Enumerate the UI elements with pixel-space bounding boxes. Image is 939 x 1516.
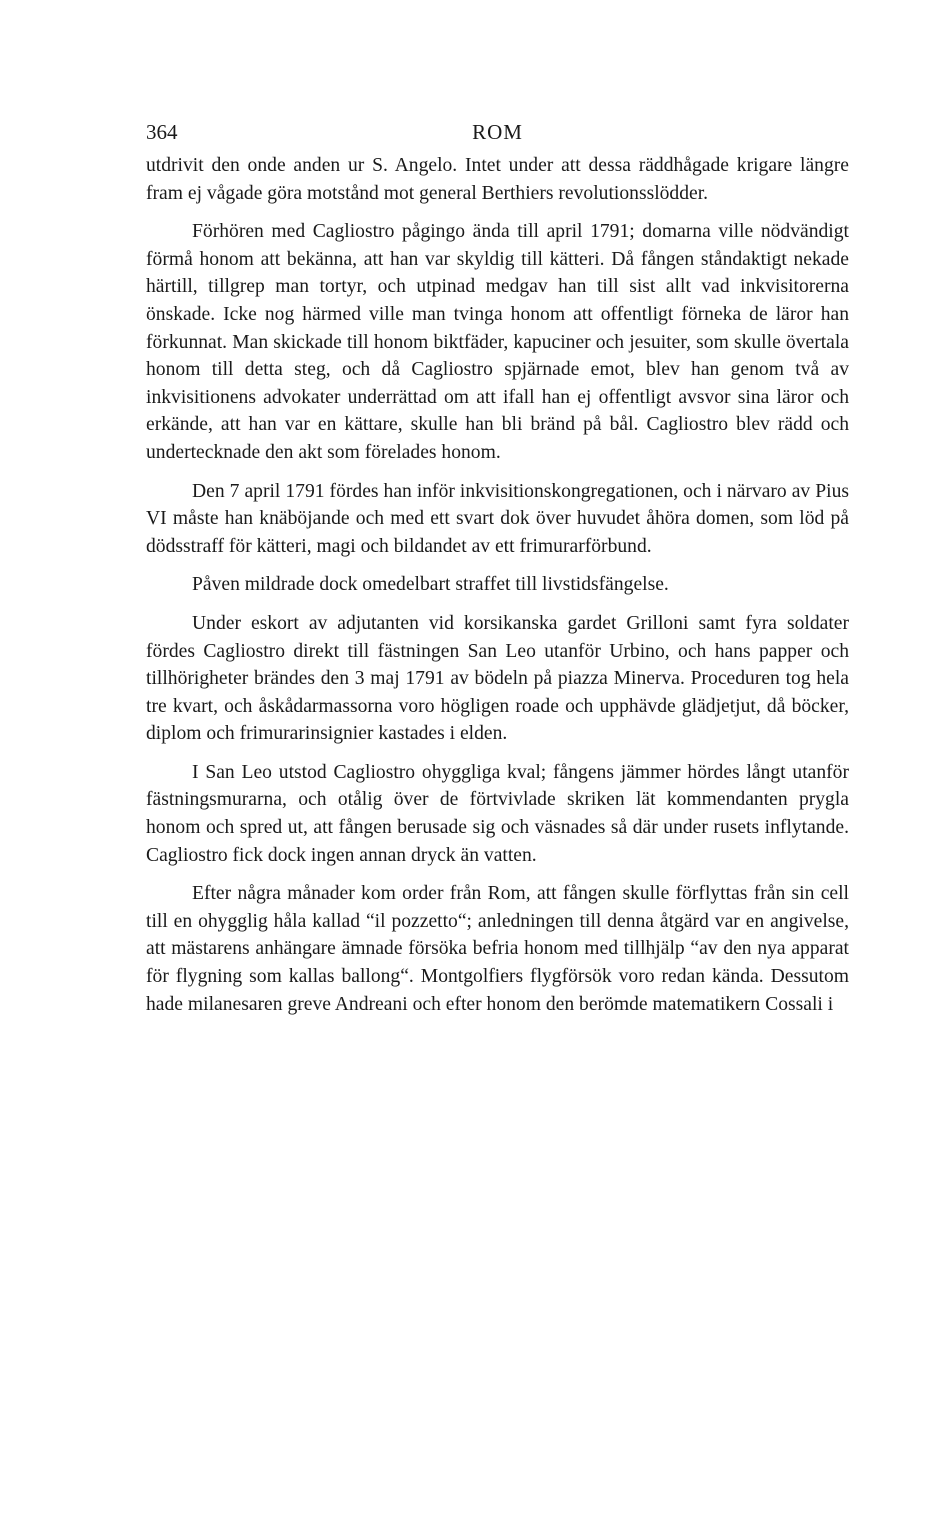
paragraph: Påven mildrade dock omedelbart straffet till livstidsfängelse. [192,574,669,596]
running-title: ROM [472,120,523,144]
body-text [146,152,849,1018]
paragraph: Efter några månader kom order från Rom, att fången skulle förflyttas från sin cell till en ohygglig håla kallad “il pozzetto“; anledningen till denna åtgärd var en angivelse, att mästarens anhängare ämnade försöka befria honom med tillhjälp “av den nya apparat för flygning som kallas ballong“. Montgolfiers flygförsök voro redan kända. Dessutom hade milanesaren greve Andreani och efter honom den berömde matematikern Cossali i [146,883,849,1015]
paragraph: Under eskort av adjutanten vid korsikanska gardet Grilloni samt fyra soldater fördes Cagliostro direkt till fästningen San Leo utanför Urbino, och hans papper och tillhörigheter brändes den 3 maj 1791 av bödeln på piazza Minerva. Proceduren tog hela tre kvart, och åskådarmassorna voro högligen roade och upphävde glädjetjut, då böcker, diplom och frimurarinsignier kastades i elden. [146,612,849,745]
paragraph: I San Leo utstod Cagliostro ohyggliga kval; fångens jämmer hördes långt utanför fästningsmurarna, och otålig över de förtvivlade skriken lät kommendanten prygla honom och spred ut, att fången berusade sig och väsnades så där under rusets inflytande. Cagliostro fick dock ingen annan dryck än vatten. [146,761,849,866]
paragraph: Den 7 april 1791 fördes han inför inkvisitionskongregationen, och i närvaro av Pius VI måste han knäböjande och med ett svart dok över huvudet åhöra domen, som löd på dödsstraff för kätteri, magi och bildandet av ett frimurarförbund. [146,480,849,557]
book-page [146,118,849,1029]
running-head [146,118,849,152]
paragraph: Förhören med Cagliostro pågingo ända till april 1791; domarna ville nödvändigt förmå honom att bekänna, att han var skyldig till kätteri. Då fången ståndaktigt nekade härtill, tillgrep man tortyr, och utpinad medgav han till sist allt vad inkvisitorerna önskade. Icke nog härmed ville man tvinga honom att offentligt förneka de läror han förkunnat. Man skickade till honom biktfäder, kapuciner och jesuiter, som skulle övertala honom till detta steg, och då Cagliostro spjärnade emot, blev han genom två av inkvisitionens advokater underrättad om att ifall han ej offentligt avsvor sina läror och erkände, att han var en kättare, skulle han bli bränd på bål. Cagliostro blev rädd och undertecknade den akt som förelades honom. [146,221,849,463]
paragraph-continuation: utdrivit den onde anden ur S. Angelo. Intet under att dessa räddhågade krigare längre fram ej vågade göra motstånd mot general Berthiers revolutionsslödder. [146,155,849,204]
page-number: 364 [146,120,178,144]
